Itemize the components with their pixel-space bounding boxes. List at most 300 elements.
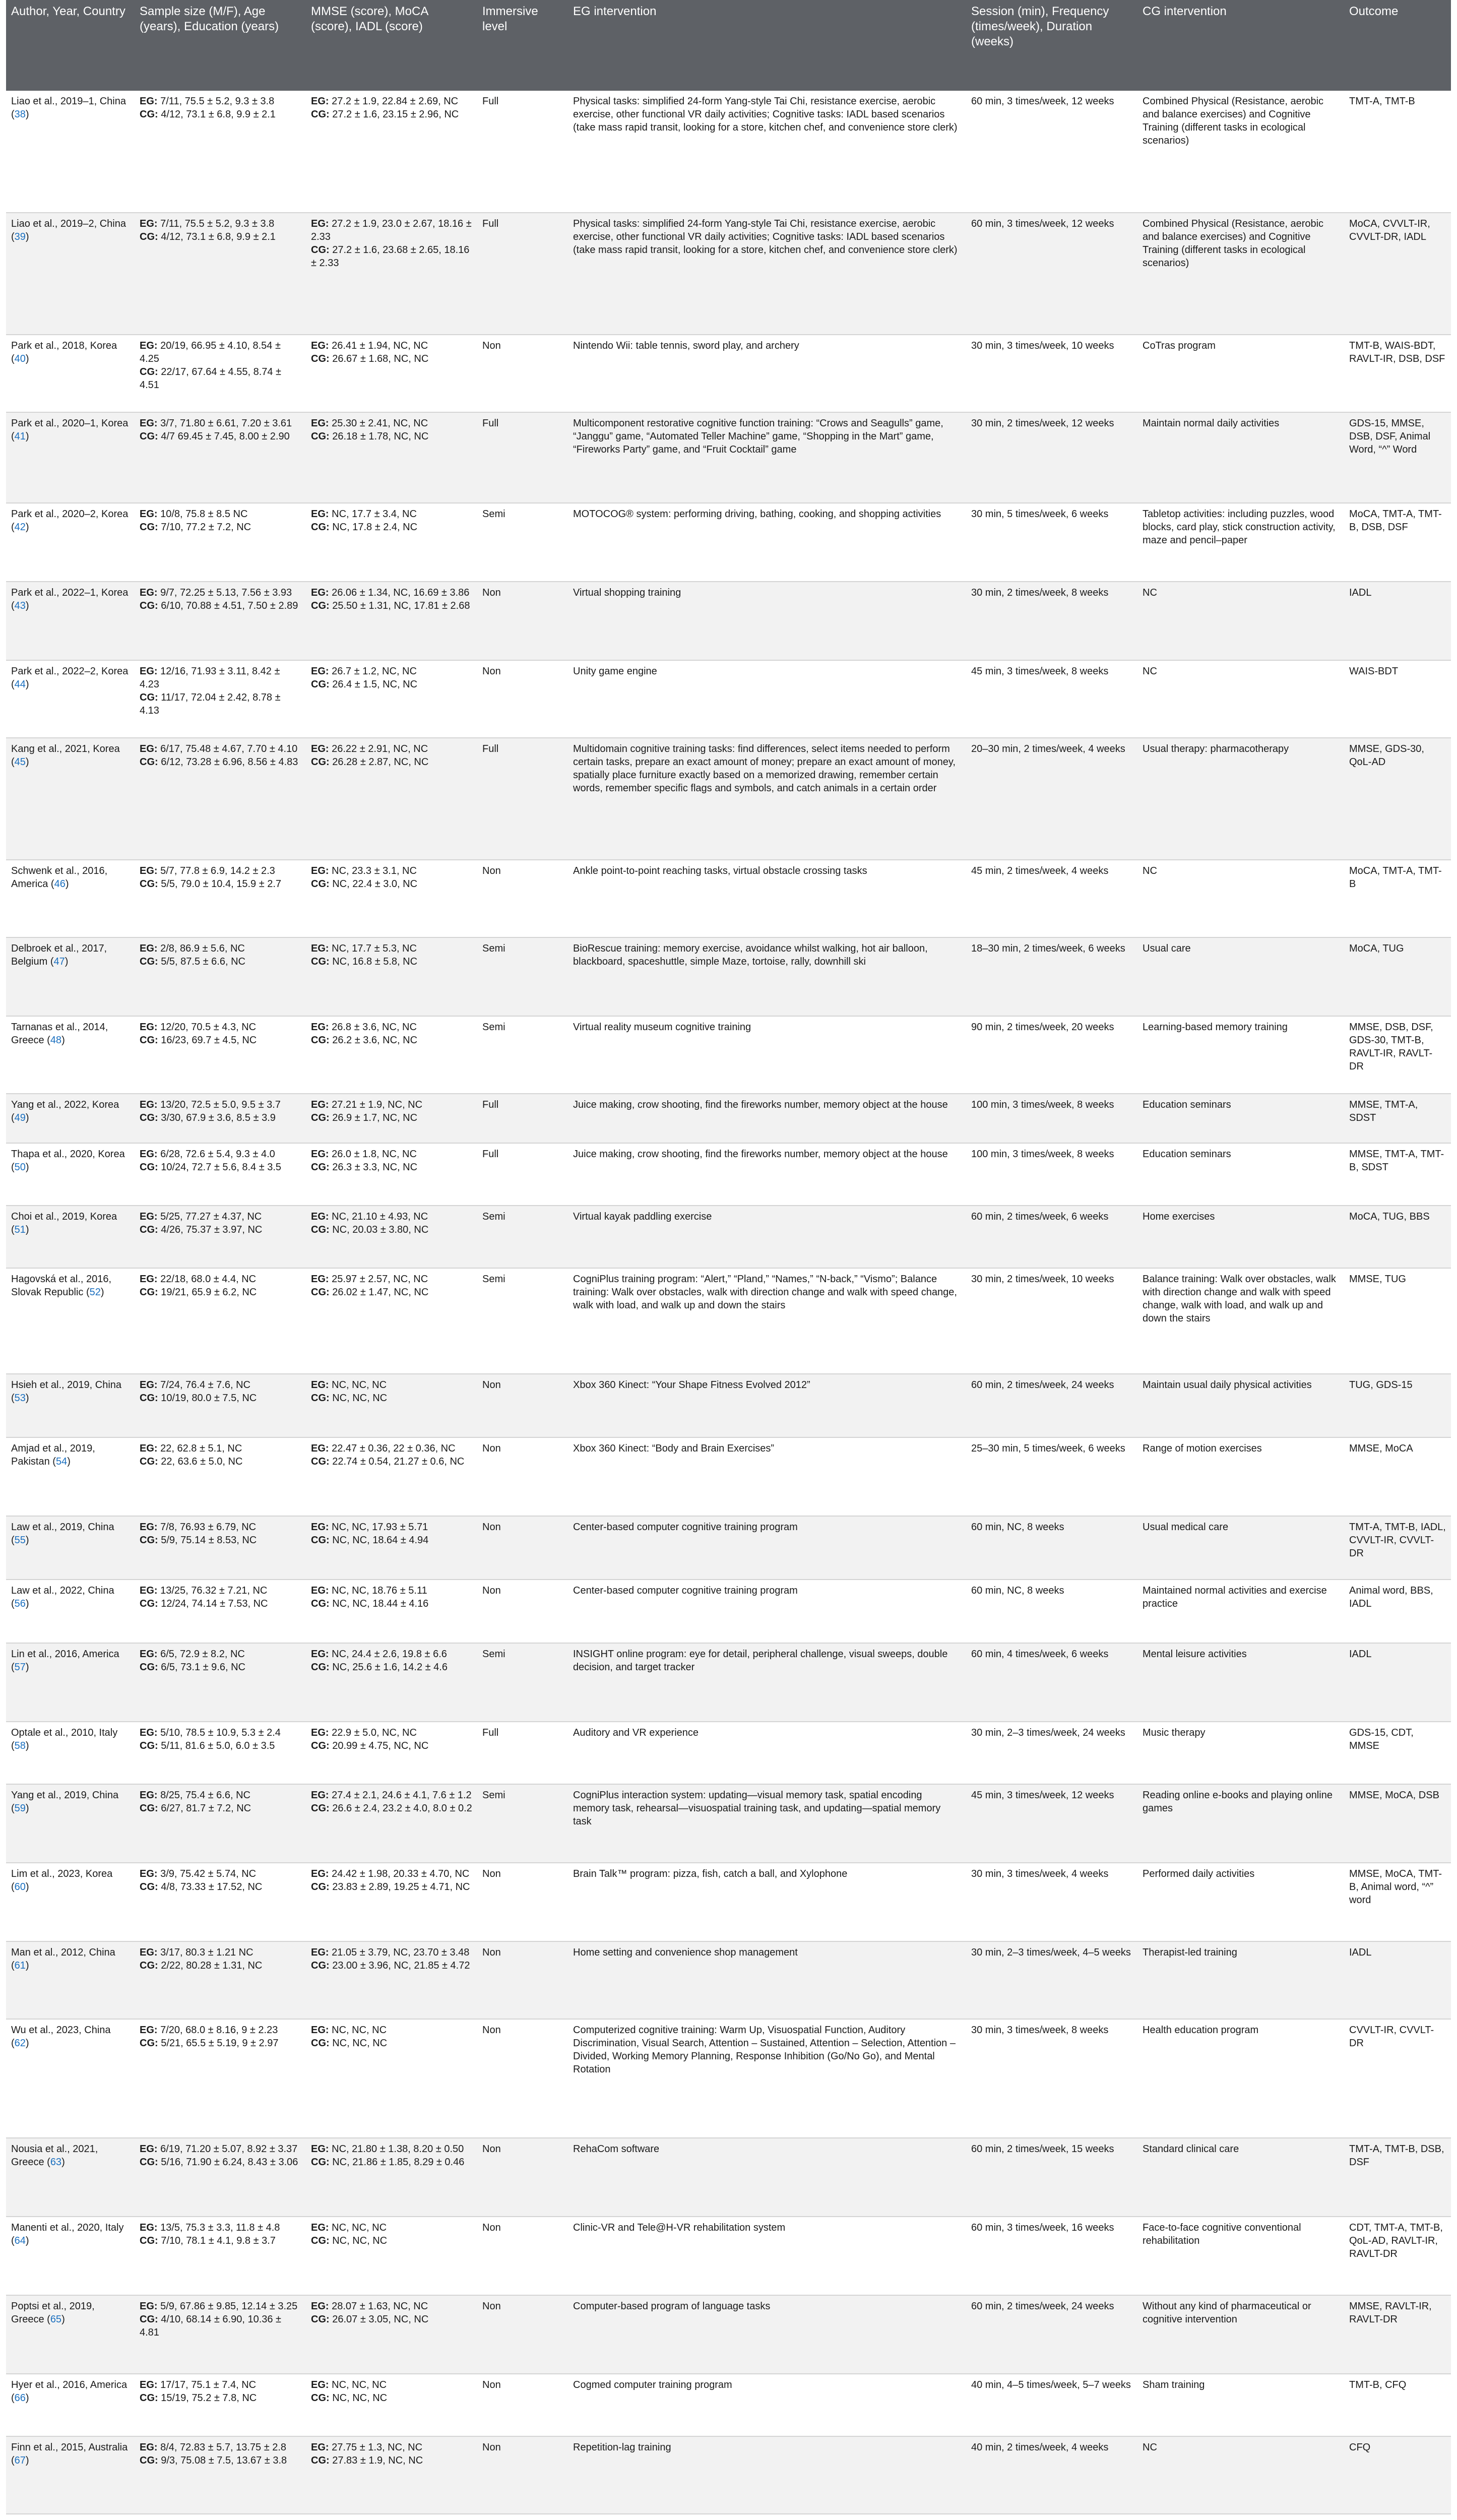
session-cell: 45 min, 3 times/week, 12 weeks [971,1790,1114,1801]
author-cell: Yang et al., 2022, Korea (49) [11,1099,119,1123]
eg-sample: 12/16, 71.93 ± 3.11, 8.42 ± 4.23 [140,666,280,690]
cg-label: CG: [140,2455,158,2466]
immersive-cell: Non [482,2301,501,2312]
cg-label: CG: [311,2455,330,2466]
scores-cell [306,738,477,860]
cg-label: CG: [140,2157,158,2168]
eg-intervention-cell: Juice making, crow shooting, find the fireworks number, memory object at the house [573,1099,948,1110]
immersive-cell: Semi [482,1649,505,1660]
author-text: Thapa et al., 2020, Korea [11,1149,125,1160]
session-cell: 30 min, 2 times/week, 8 weeks [971,587,1109,598]
eg-scores: 27.2 ± 1.9, 22.84 ± 2.69, NC [332,96,459,107]
header-sample: Sample size (M/F), Age (years), Education (years) [135,0,306,91]
cg-scores: NC, 17.8 ± 2.4, NC [332,522,418,533]
cg-intervention-cell: Education seminars [1143,1149,1231,1160]
reference-link[interactable]: 49 [14,1112,26,1123]
eg-label: EG: [311,2301,329,2312]
author-cell: Liao et al., 2019–1, China (38) [11,96,126,120]
reference-link[interactable]: 52 [89,1287,101,1298]
outcome-cell: Animal word, BBS, IADL [1349,1585,1433,1609]
cg-intervention-cell: Combined Physical (Resistance, aerobic and balance exercises) and Cognitive Training (different tasks in ecological scenarios) [1143,96,1324,146]
reference-link[interactable]: 65 [50,2314,62,2325]
eg-sample: 8/4, 72.83 ± 5.7, 13.75 ± 2.8 [160,2442,287,2453]
reference-link[interactable]: 61 [14,1960,26,1971]
immersive-cell: Non [482,1522,501,1533]
eg-scores: 25.97 ± 2.57, NC, NC [332,1274,428,1285]
sample-cell [135,503,306,582]
eg-sample: 6/19, 71.20 ± 5.07, 8.92 ± 3.37 [160,2144,298,2155]
cg-sample: 22/17, 67.64 ± 4.55, 8.74 ± 4.51 [140,366,282,391]
cg-label: CG: [311,109,330,120]
eg-sample: 8/25, 75.4 ± 6.6, NC [160,1790,250,1801]
table-row [6,2217,1451,2295]
scores-cell [306,937,477,1016]
eg-label: EG: [140,1947,158,1958]
scores-cell [306,1206,477,1268]
author-cell: Hsieh et al., 2019, China (53) [11,1379,122,1404]
eg-sample: 13/20, 72.5 ± 5.0, 9.5 ± 3.7 [160,1099,281,1110]
eg-intervention-cell: Nintendo Wii: table tennis, sword play, and archery [573,340,799,351]
scores-cell [306,1722,477,1784]
session-cell: 60 min, NC, 8 weeks [971,1585,1064,1596]
session-cell: 60 min, 3 times/week, 16 weeks [971,2222,1114,2233]
cg-label: CG: [140,1803,158,1814]
cg-scores: 20.99 ± 4.75, NC, NC [332,1740,429,1751]
sample-cell [135,2436,306,2514]
table-footnote [6,2514,1451,2520]
session-cell: 40 min, 2 times/week, 4 weeks [971,2442,1109,2453]
sample-cell [135,660,306,738]
eg-label: EG: [140,1211,158,1222]
reference-link[interactable]: 48 [50,1035,62,1046]
author-cell: Law et al., 2019, China (55) [11,1522,114,1546]
eg-label: EG: [311,1274,329,1285]
reference-link[interactable]: 54 [55,1456,68,1467]
cg-label: CG: [311,2235,330,2246]
reference-link[interactable]: 39 [14,231,26,242]
immersive-cell: Full [482,1727,499,1738]
cg-intervention-cell: Without any kind of pharmaceutical or cognitive intervention [1143,2301,1311,2325]
cg-intervention-cell: Balance training: Walk over obstacles, walk with direction change and walk with speed change, walk with load, and walk up and down the stairs [1143,1274,1336,1324]
cg-label: CG: [140,2392,158,2404]
eg-sample: 13/5, 75.3 ± 3.3, 11.8 ± 4.8 [160,2222,280,2233]
eg-label: EG: [140,1868,158,1879]
outcome-cell: TUG, GDS-15 [1349,1379,1413,1391]
eg-intervention-cell: Juice making, crow shooting, find the fireworks number, memory object at the house [573,1149,948,1160]
reference-link[interactable]: 55 [14,1535,26,1546]
author-text: Yang et al., 2022, Korea [11,1099,119,1110]
outcome-cell: CVVLT-IR, CVVLT-DR [1349,2025,1434,2049]
eg-label: EG: [140,1379,158,1391]
outcome-cell: GDS-15, MMSE, DSB, DSF, Animal Word, “^” Word [1349,418,1431,455]
eg-intervention-cell: Computer-based program of language tasks [573,2301,771,2312]
author-cell: Park et al., 2022–2, Korea (44) [11,666,129,690]
eg-label: EG: [140,1585,158,1596]
author-cell: Schwenk et al., 2016, America (46) [11,865,108,890]
outcome-cell: IADL [1349,1947,1372,1958]
author-cell: Hyer et al., 2016, America (66) [11,2379,128,2404]
cg-label: CG: [140,600,158,611]
immersive-cell: Semi [482,1211,505,1222]
cg-intervention-cell: CoTras program [1143,340,1216,351]
eg-label: EG: [311,2222,329,2233]
eg-intervention-cell: Ankle point-to-point reaching tasks, virtual obstacle crossing tasks [573,865,867,876]
cg-label: CG: [311,353,330,364]
eg-scores: 27.21 ± 1.9, NC, NC [332,1099,423,1110]
cg-intervention-cell: Face-to-face cognitive conventional rehabilitation [1143,2222,1301,2246]
outcome-cell: CDT, TMT-A, TMT-B, QoL-AD, RAVLT-IR, RAVLT-DR [1349,2222,1443,2259]
cg-label: CG: [140,2038,158,2049]
session-cell: 30 min, 2–3 times/week, 4–5 weeks [971,1947,1131,1958]
sample-cell [135,1016,306,1094]
header-cg-intervention: CG intervention [1137,0,1344,91]
cg-intervention-cell: Home exercises [1143,1211,1215,1222]
sample-cell [135,2295,306,2374]
cg-intervention-cell: Mental leisure activities [1143,1649,1247,1660]
sample-cell [135,1206,306,1268]
immersive-cell: Non [482,2025,501,2036]
table-row [6,412,1451,503]
cg-scores: 26.9 ± 1.7, NC, NC [332,1112,418,1123]
eg-sample: 5/10, 78.5 ± 10.9, 5.3 ± 2.4 [160,1727,281,1738]
sample-cell [135,2138,306,2217]
header-row [6,0,1451,91]
outcome-cell: MMSE, TMT-A, SDST [1349,1099,1418,1123]
eg-scores: 26.41 ± 1.94, NC, NC [332,340,428,351]
cg-intervention-cell: Tabletop activities: including puzzles, wood blocks, card play, stick construction activity, maze and pencil–paper [1143,509,1336,546]
session-cell: 60 min, 3 times/week, 12 weeks [971,218,1114,229]
outcome-cell: TMT-B, WAIS-BDT, RAVLT-IR, DSB, DSF [1349,340,1445,364]
eg-label: EG: [140,943,158,954]
author-text: Man et al., 2012, China [11,1947,115,1958]
author-text: Manenti et al., 2020, Italy [11,2222,124,2233]
eg-label: EG: [311,1585,329,1596]
eg-label: EG: [140,1727,158,1738]
cg-label: CG: [140,2235,158,2246]
sample-cell [135,412,306,503]
table-body [6,91,1451,2514]
table-row [6,660,1451,738]
sample-cell [135,2217,306,2295]
sample-cell [135,1643,306,1722]
reference-link[interactable]: 62 [14,2038,26,2049]
eg-scores: 25.30 ± 2.41, NC, NC [332,418,428,429]
author-text: Law et al., 2022, China [11,1585,114,1596]
eg-label: EG: [140,865,158,876]
eg-scores: 27.2 ± 1.9, 23.0 ± 2.67, 18.16 ± 2.33 [311,218,472,242]
eg-scores: 27.75 ± 1.3, NC, NC [332,2442,423,2453]
eg-scores: 26.0 ± 1.8, NC, NC [332,1149,417,1160]
outcome-cell: IADL [1349,587,1372,598]
author-text: Park et al., 2018, Korea [11,340,117,351]
scores-cell [306,2295,477,2374]
author-cell: Choi et al., 2019, Korea (51) [11,1211,117,1235]
cg-scores: NC, NC, 18.64 ± 4.94 [332,1535,429,1546]
reference-link[interactable]: 42 [14,522,26,533]
scores-cell [306,1516,477,1580]
reference-link[interactable]: 56 [14,1598,26,1609]
immersive-cell: Non [482,1585,501,1596]
eg-scores: 26.7 ± 1.2, NC, NC [332,666,417,677]
eg-label: EG: [311,340,329,351]
reference-link[interactable]: 53 [14,1393,26,1404]
author-text: Liao et al., 2019–1, China [11,96,126,107]
cg-label: CG: [311,1598,330,1609]
header-session: Session (min), Frequency (times/week), Duration (weeks) [966,0,1137,91]
eg-label: EG: [311,1868,329,1879]
scores-cell [306,412,477,503]
eg-scores: NC, 17.7 ± 5.3, NC [332,943,417,954]
cg-label: CG: [311,1535,330,1546]
cg-scores: 27.2 ± 1.6, 23.15 ± 2.96, NC [332,109,459,120]
reference-link[interactable]: 41 [14,431,26,442]
eg-label: EG: [140,218,158,229]
cg-label: CG: [140,956,158,967]
reference-link[interactable]: 44 [14,679,26,690]
author-text: Yang et al., 2019, China [11,1790,119,1801]
session-cell: 20–30 min, 2 times/week, 4 weeks [971,743,1125,754]
eg-label: EG: [140,1022,158,1033]
eg-sample: 3/7, 71.80 ± 6.61, 7.20 ± 3.61 [160,418,292,429]
cg-sample: 5/5, 87.5 ± 6.6, NC [161,956,245,967]
session-cell: 60 min, 2 times/week, 6 weeks [971,1211,1109,1222]
eg-intervention-cell: RehaCom software [573,2144,660,2155]
eg-scores: NC, NC, NC [332,2025,387,2036]
session-cell: 60 min, 3 times/week, 12 weeks [971,96,1114,107]
immersive-cell: Full [482,743,499,754]
eg-label: EG: [140,340,158,351]
reference-link[interactable]: 40 [14,353,26,364]
scores-cell [306,2217,477,2295]
eg-scores: NC, 21.80 ± 1.38, 8.20 ± 0.50 [332,2144,464,2155]
cg-label: CG: [311,1162,330,1173]
sample-cell [135,1094,306,1143]
immersive-cell: Full [482,1099,499,1110]
cg-intervention-cell: Music therapy [1143,1727,1206,1738]
cg-scores: NC, NC, NC [332,2392,388,2404]
sample-cell [135,1784,306,1863]
cg-scores: 23.83 ± 2.89, 19.25 ± 4.71, NC [332,1881,470,1893]
eg-scores: 21.05 ± 3.79, NC, 23.70 ± 3.48 [332,1947,470,1958]
eg-label: EG: [140,1443,158,1454]
reference-link[interactable]: 67 [14,2455,26,2466]
author-cell: Lin et al., 2016, America (57) [11,1649,119,1673]
reference-link[interactable]: 60 [14,1881,26,1893]
cg-scores: 23.00 ± 3.96, NC, 21.85 ± 4.72 [332,1960,470,1971]
cg-scores: 26.6 ± 2.4, 23.2 ± 4.0, 8.0 ± 0.2 [332,1803,472,1814]
outcome-cell: WAIS-BDT [1349,666,1399,677]
immersive-cell: Semi [482,1790,505,1801]
eg-label: EG: [140,2222,158,2233]
reference-link[interactable]: 38 [14,109,26,120]
eg-sample: 7/11, 75.5 ± 5.2, 9.3 ± 3.8 [160,96,275,107]
sample-cell [135,213,306,335]
cg-sample: 7/10, 78.1 ± 4.1, 9.8 ± 3.7 [161,2235,276,2246]
cg-scores: 26.4 ± 1.5, NC, NC [332,679,418,690]
reference-link[interactable]: 63 [50,2157,62,2168]
reference-link[interactable]: 57 [14,1662,26,1673]
reference-link[interactable]: 50 [14,1162,26,1173]
table-row [6,1374,1451,1437]
cg-intervention-cell: Maintain usual daily physical activities [1143,1379,1312,1391]
eg-label: EG: [311,509,329,520]
reference-link[interactable]: 59 [14,1803,26,1814]
session-cell: 30 min, 2 times/week, 10 weeks [971,1274,1114,1285]
session-cell: 40 min, 4–5 times/week, 5–7 weeks [971,2379,1131,2390]
author-cell: Finn et al., 2015, Australia (67) [11,2442,128,2466]
cg-label: CG: [311,1112,330,1123]
cg-label: CG: [140,1393,158,1404]
eg-label: EG: [311,587,329,598]
author-cell: Wu et al., 2023, China (62) [11,2025,111,2049]
sample-cell [135,1374,306,1437]
header-immersive: Immersive level [477,0,568,91]
eg-sample: 3/17, 80.3 ± 1.21 NC [160,1947,254,1958]
cg-scores: 26.28 ± 2.87, NC, NC [332,757,429,768]
cg-sample: 5/11, 81.6 ± 5.0, 6.0 ± 3.5 [161,1740,275,1751]
cg-label: CG: [311,2157,330,2168]
sample-cell [135,1941,306,2019]
eg-label: EG: [311,1443,329,1454]
eg-intervention-cell: Center-based computer cognitive training program [573,1585,798,1596]
cg-label: CG: [311,1803,330,1814]
eg-intervention-cell: Home setting and convenience shop management [573,1947,798,1958]
eg-sample: 22/18, 68.0 ± 4.4, NC [160,1274,257,1285]
cg-scores: NC, NC, NC [332,1393,388,1404]
table-row [6,91,1451,213]
table-row [6,937,1451,1016]
eg-label: EG: [311,1149,329,1160]
cg-scores: 26.2 ± 3.6, NC, NC [332,1035,418,1046]
outcome-cell: MMSE, MoCA, DSB [1349,1790,1439,1801]
author-cell: Park et al., 2020–2, Korea (42) [11,509,129,533]
author-cell: Liao et al., 2019–2, China (39) [11,218,126,242]
immersive-cell: Semi [482,1274,505,1285]
table-row [6,1516,1451,1580]
cg-intervention-cell: Learning-based memory training [1143,1022,1288,1033]
cg-intervention-cell: Usual therapy: pharmacotherapy [1143,743,1289,754]
eg-sample: 3/9, 75.42 ± 5.74, NC [160,1868,257,1879]
author-text: Nousia et al., 2021, Greece [11,2144,98,2168]
reference-link[interactable]: 64 [14,2235,26,2246]
session-cell: 45 min, 3 times/week, 8 weeks [971,666,1109,677]
cg-label: CG: [140,1598,158,1609]
cg-sample: 12/24, 74.14 ± 7.53, NC [161,1598,268,1609]
eg-sample: 12/20, 70.5 ± 4.3, NC [160,1022,257,1033]
cg-label: CG: [140,757,158,768]
cg-intervention-cell: NC [1143,666,1157,677]
eg-sample: 6/28, 72.6 ± 5.4, 9.3 ± 4.0 [160,1149,275,1160]
header-author: Author, Year, Country [6,0,135,91]
eg-label: EG: [140,1149,158,1160]
immersive-cell: Semi [482,1022,505,1033]
outcome-cell: TMT-B, CFQ [1349,2379,1407,2390]
table-row [6,1722,1451,1784]
author-text: Choi et al., 2019, Korea [11,1211,117,1222]
cg-label: CG: [140,1740,158,1751]
eg-label: EG: [311,1790,329,1801]
cg-sample: 4/7 69.45 ± 7.45, 8.00 ± 2.90 [161,431,290,442]
eg-sample: 6/5, 72.9 ± 8.2, NC [160,1649,245,1660]
scores-cell [306,1437,477,1516]
immersive-cell: Full [482,218,499,229]
reference-link[interactable]: 45 [14,757,26,768]
author-text: Lim et al., 2023, Korea [11,1868,113,1879]
cg-label: CG: [311,1456,330,1467]
cg-intervention-cell: Reading online e-books and playing online games [1143,1790,1333,1814]
reference-link[interactable]: 58 [14,1740,26,1751]
table-row [6,2374,1451,2436]
cg-sample: 5/5, 79.0 ± 10.4, 15.9 ± 2.7 [161,878,282,890]
eg-label: EG: [311,2442,329,2453]
author-text: Delbroek et al., 2017, Belgium [11,943,107,967]
cg-sample: 6/27, 81.7 ± 7.2, NC [161,1803,251,1814]
eg-intervention-cell: Computerized cognitive training: Warm Up, Visuospatial Function, Auditory Discrimination, Visual Search, Attention – Sustained, Attention – Selection, Attention – Divided, Working Memory Planning, Response Inhibition (Go/No Go), and Mental Rotation [573,2025,956,2075]
eg-intervention-cell: Unity game engine [573,666,657,677]
eg-label: EG: [311,96,329,107]
reference-link[interactable]: 43 [14,600,26,611]
eg-sample: 7/11, 75.5 ± 5.2, 9.3 ± 3.8 [160,218,275,229]
reference-link[interactable]: 66 [14,2392,26,2404]
reference-link[interactable]: 47 [53,956,65,967]
cg-sample: 11/17, 72.04 ± 2.42, 8.78 ± 4.13 [140,692,281,716]
eg-sample: 7/8, 76.93 ± 6.79, NC [160,1522,257,1533]
eg-label: EG: [140,1274,158,1285]
cg-sample: 10/19, 80.0 ± 7.5, NC [161,1393,257,1404]
table-row [6,1580,1451,1643]
session-cell: 90 min, 2 times/week, 20 weeks [971,1022,1114,1033]
eg-intervention-cell: Virtual reality museum cognitive training [573,1022,751,1033]
eg-intervention-cell: Virtual kayak paddling exercise [573,1211,712,1222]
session-cell: 30 min, 2 times/week, 12 weeks [971,418,1114,429]
outcome-cell: MoCA, TMT-A, TMT-B [1349,865,1442,890]
eg-label: EG: [311,865,329,876]
eg-intervention-cell: Clinic-VR and Tele@H-VR rehabilitation system [573,2222,786,2233]
cg-intervention-cell: NC [1143,587,1157,598]
eg-sample: 5/25, 77.27 ± 4.37, NC [160,1211,262,1222]
studies-table [6,0,1451,2514]
eg-intervention-cell: CogniPlus training program: “Alert,” “Pland,” “Names,” “N-back,” “Vismo”; Balance training: Walk over obstacles, walk with direction change and walk with speed change, walk with load, and walk up and down the stairs [573,1274,957,1311]
eg-label: EG: [311,418,329,429]
reference-link[interactable]: 51 [14,1224,26,1235]
cg-label: CG: [311,679,330,690]
reference-link[interactable]: 46 [54,878,66,890]
table-row [6,1437,1451,1516]
immersive-cell: Non [482,865,501,876]
eg-label: EG: [140,509,158,520]
session-cell: 30 min, 3 times/week, 10 weeks [971,340,1114,351]
table-row [6,2138,1451,2217]
outcome-cell: TMT-A, TMT-B, DSB, DSF [1349,2144,1444,2168]
outcome-cell: MMSE, MoCA [1349,1443,1413,1454]
author-cell: Tarnanas et al., 2014, Greece (48) [11,1022,108,1046]
cg-label: CG: [311,2392,330,2404]
eg-scores: NC, 23.3 ± 3.1, NC [332,865,417,876]
cg-scores: 27.2 ± 1.6, 23.68 ± 2.65, 18.16 ± 2.33 [311,244,470,269]
outcome-cell: GDS-15, CDT, MMSE [1349,1727,1414,1751]
cg-sample: 4/26, 75.37 ± 3.97, NC [161,1224,263,1235]
eg-sample: 5/7, 77.8 ± 6.9, 14.2 ± 2.3 [160,865,275,876]
outcome-cell: MMSE, GDS-30, QoL-AD [1349,743,1424,768]
cg-label: CG: [311,1960,330,1971]
cg-label: CG: [140,1960,158,1971]
immersive-cell: Semi [482,509,505,520]
immersive-cell: Non [482,340,501,351]
eg-label: EG: [140,1522,158,1533]
author-text: Hagovská et al., 2016, Slovak Republic [11,1274,112,1298]
eg-intervention-cell: Xbox 360 Kinect: “Body and Brain Exercises” [573,1443,775,1454]
outcome-cell: TMT-A, TMT-B, IADL, CVVLT-IR, CVVLT-DR [1349,1522,1446,1559]
